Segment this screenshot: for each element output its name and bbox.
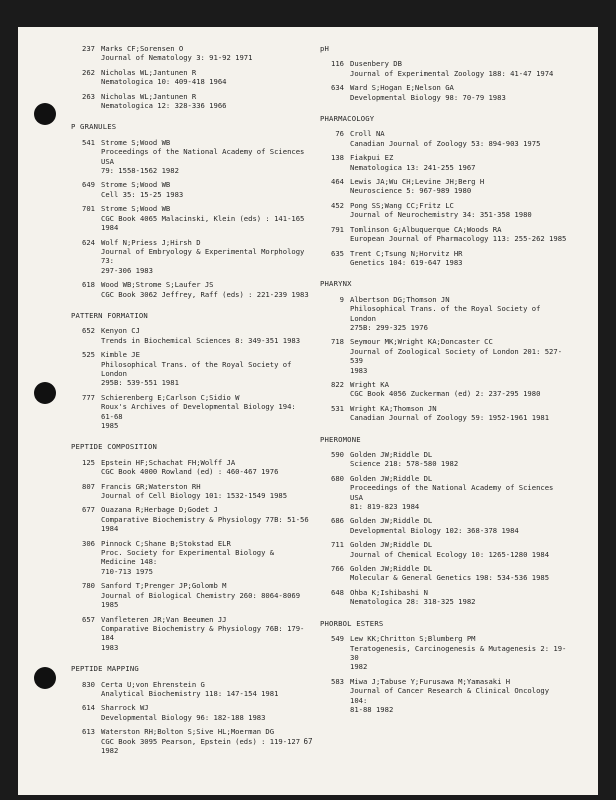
citation-authors: Waterston RH;Bolton S;Sive HL;Moerman DG [101,727,275,737]
citation-text [101,138,311,176]
citation-number: 777 [82,392,95,402]
citation-source: Canadian Journal of Zoology 59: 1952-1961 1981 [350,413,550,423]
citation-text [350,201,570,220]
citation-entry [320,588,570,607]
citation-text [101,680,311,699]
citation-text [350,564,570,583]
citation-entry [71,680,311,699]
citation-source: 295B: 539-551 1981 [101,378,179,388]
citation-text [350,677,570,715]
citation-entry [320,677,570,715]
citation-source: Cell 35: 15-25 1983 [101,189,184,199]
citation-source: 1983 [350,365,368,375]
citation-entry [320,634,570,672]
citation-authors: Pinnock C;Shane B;Stokstad ELR [101,538,231,548]
citation-source: 1983 [101,642,119,652]
citation-entry [71,581,311,609]
citation-authors: Tomlinson G;Albuquerque CA;Woods RA [350,224,502,234]
citation-source: Proceedings of the National Academy of Sciences USA [101,147,305,166]
right-column [320,44,570,719]
citation-source: Proc. Society for Experimental Biology & Medicine 148: [101,548,275,567]
citation-entry [71,615,311,653]
citation-authors: Kimble JE [101,350,140,360]
citation-entry [71,280,311,299]
citation-text [101,458,311,477]
citation-source: 275B: 299-325 1976 [350,322,428,332]
citation-authors: Trent C;Tsung N;Horvitz HR [350,248,463,258]
citation-entry [320,129,570,148]
citation-source: Science 218: 578-580 1982 [350,459,459,469]
citation-text [350,337,570,375]
citation-source: Comparative Biochemistry & Physiology 77B: 51-56 1984 [101,514,309,534]
citation-entry [71,458,311,477]
citation-authors: Wood WB;Strome S;Laufer JS [101,280,214,290]
citation-number: 657 [82,614,95,624]
binder-hole [34,103,56,125]
citation-text [350,516,570,535]
citation-text [101,326,311,345]
citation-source: Analytical Biochemistry 118: 147-154 1981 [101,688,279,698]
citation-number: 701 [82,204,95,214]
citation-number: 830 [82,679,95,689]
citation-number: 649 [82,180,95,190]
citation-text [350,153,570,172]
citation-entry [71,204,311,232]
section-heading: PATTERN FORMATION [71,310,148,320]
citation-authors: Golden JW;Riddle DL [350,473,433,483]
citation-authors: Albertson DG;Thomson JN [350,294,450,304]
citation-text [350,295,570,333]
citation-text [350,129,570,148]
citation-source: 79: 1558-1562 1982 [101,166,179,176]
citation-authors: Marks CF;Sorensen O [101,44,184,53]
citation-text [101,280,311,299]
left-column [71,44,311,760]
citation-source: Journal of Nematology 3: 91-92 1971 [101,53,253,63]
citation-number: 76 [335,129,344,139]
citation-source: Proceedings of the National Academy of Sciences USA [350,483,554,502]
citation-entry [320,404,570,423]
citation-number: 686 [331,516,344,526]
citation-source: Nematologica 12: 328-336 1966 [101,101,227,111]
citation-text [350,380,570,399]
citation-text [350,404,570,423]
citation-source: Journal of Cell Biology 101: 1532-1549 1985 [101,491,288,501]
citation-source: Developmental Biology 98: 70-79 1983 [350,92,506,102]
citation-number: 138 [331,153,344,163]
citation-source: 710-713 1975 [101,566,153,576]
citation-number: 624 [82,237,95,247]
citation-entry [320,201,570,220]
citation-source: Roux's Archives of Developmental Biology 194: 61-68 [101,402,296,421]
citation-number: 590 [331,450,344,459]
citation-text [101,180,311,199]
citation-source: 1985 [101,421,119,430]
citation-source: Developmental Biology 102: 368-378 1984 [350,525,519,535]
citation-authors: Seymour MK;Wright KA;Doncaster CC [350,337,493,347]
citation-authors: Sanford T;Prenger JP;Golomb M [101,581,227,591]
citation-entry [71,505,311,533]
citation-entry [320,225,570,244]
citation-source: CGC Book 3095 Pearson, Epstein (eds) : 119-127 1982 [101,736,301,755]
citation-number: 822 [331,379,344,389]
citation-source: Neuroscience 5: 967-989 1980 [350,186,472,196]
citation-source: European Journal of Pharmacology 113: 255-262 1985 [350,234,567,244]
citation-source: 81-88 1982 [350,704,394,714]
citation-authors: Nicholas WL;Jantunen R [101,67,197,77]
citation-number: 780 [82,581,95,591]
citation-number: 613 [82,727,95,737]
citation-entry [71,92,311,111]
citation-source: Journal of Neurochemistry 34: 351-358 1980 [350,210,532,220]
citation-source: Molecular & General Genetics 198: 534-536 1985 [350,573,550,583]
section-heading: PEPTIDE COMPOSITION [71,442,158,452]
page-number: 67 [303,737,313,746]
citation-text [350,83,570,102]
citation-text [350,249,570,268]
citation-entry [71,350,311,388]
citation-authors: Fiakpui EZ [350,153,394,163]
citation-text [350,177,570,196]
section-heading: PHARYNX [320,279,352,289]
citation-number: 766 [331,564,344,574]
citation-number: 652 [82,326,95,336]
citation-number: 116 [331,59,344,69]
citation-number: 531 [331,403,344,413]
citation-authors: Pong SS;Wang CC;Fritz LC [350,200,454,210]
citation-text [101,238,311,276]
citation-number: 262 [82,67,95,77]
section-heading: PHARMACOLOGY [320,114,375,124]
citation-authors: Golden JW;Riddle DL [350,540,433,550]
citation-source: Trends in Biochemical Sciences 8: 349-351 1983 [101,335,301,345]
citation-number: 634 [331,83,344,93]
citation-authors: Wolf N;Priess J;Hirsh D [101,237,201,247]
citation-number: 648 [331,587,344,597]
citation-entry [320,177,570,196]
citation-authors: Ouazana R;Herbage D;Godet J [101,505,218,515]
citation-entry [320,59,570,78]
citation-authors: Ohba K;Ishibashi N [350,587,428,597]
citation-source: Journal of Experimental Zoology 188: 41-47 1974 [350,68,554,78]
binder-hole [34,667,56,689]
citation-entry [320,83,570,102]
citation-entry [71,482,311,501]
citation-authors: Golden JW;Riddle DL [350,564,433,574]
citation-authors: Vanfleteren JR;Van Beeumen JJ [101,614,227,624]
citation-text [101,393,311,431]
citation-entry [71,703,311,722]
citation-number: 9 [339,294,344,304]
citation-entry [320,474,570,512]
citation-source: Journal of Cancer Research & Clinical Oncology 104: [350,686,550,705]
citation-entry [71,44,311,63]
citation-number: 237 [82,44,95,53]
citation-authors: Dusenbery DB [350,59,402,69]
citation-authors: Wright KA;Thomson JN [350,403,437,413]
citation-source: CGC Book 4056 Zuckerman (ed) 2: 237-295 1980 [350,389,541,399]
citation-text [350,450,570,469]
citation-number: 306 [82,538,95,548]
citation-entry [71,326,311,345]
citation-source: CGC Book 3062 Jeffrey, Raff (eds) : 221-239 1983 [101,289,309,299]
citation-authors: Lewis JA;Wu CH;Levine JH;Berg H [350,177,485,187]
citation-authors: Golden JW;Riddle DL [350,450,433,459]
citation-source: Journal of Zoological Society of London 201: 527-539 [350,346,563,366]
citation-number: 807 [82,481,95,491]
section-heading: P GRANULES [71,122,117,132]
citation-entry [320,337,570,375]
citation-authors: Ward S;Hogan E;Nelson GA [350,83,454,93]
citation-text [101,44,311,63]
citation-source: Nematologica 10: 409-418 1964 [101,77,227,87]
citation-entry [320,540,570,559]
citation-entry [320,450,570,469]
citation-text [101,703,311,722]
citation-source: Teratogenesis, Carcinogenesis & Mutagenesis 2: 19-30 [350,643,567,662]
citation-source: 1982 [350,662,368,672]
citation-entry [320,516,570,535]
citation-text [350,474,570,512]
citation-authors: Miwa J;Tabuse Y;Furusawa M;Yamasaki H [350,676,511,686]
citation-number: 614 [82,703,95,713]
citation-source: 81: 819-823 1984 [350,502,420,512]
citation-authors: Francis GR;Waterston RH [101,481,201,491]
citation-text [101,482,311,501]
citation-text [101,505,311,533]
citation-source: CGC Book 4065 Malacinski, Klein (eds) : 141-165 1984 [101,213,305,233]
citation-source: Nematologica 13: 241-255 1967 [350,162,476,172]
citation-text [350,225,570,244]
citation-authors: Certa U;von Ehrenstein G [101,679,205,689]
citation-authors: Epstein HF;Schachat FH;Wolff JA [101,457,236,467]
citation-number: 618 [82,280,95,290]
citation-authors: Golden JW;Riddle DL [350,516,433,526]
citation-entry [71,68,311,87]
citation-number: 718 [331,337,344,347]
citation-entry [71,238,311,276]
citation-text [101,539,311,577]
section-heading: pH [320,44,330,53]
citation-entry [320,153,570,172]
citation-text [101,92,311,111]
citation-text [350,588,570,607]
citation-text [350,59,570,78]
citation-authors: Wright KA [350,379,389,389]
citation-source: Philosophical Trans. of the Royal Society of London [101,359,292,378]
section-heading: PHORBOL ESTERS [320,618,384,628]
citation-source: Canadian Journal of Zoology 53: 894-903 1975 [350,138,541,148]
citation-text [101,204,311,232]
citation-number: 791 [331,224,344,234]
citation-authors: Kenyon CJ [101,326,140,336]
citation-source: Nematologica 28: 318-325 1982 [350,597,476,607]
citation-entry [71,393,311,431]
citation-text [350,540,570,559]
citation-source: Genetics 104: 619-647 1983 [350,257,463,267]
citation-number: 583 [331,676,344,686]
citation-source: Philosophical Trans. of the Royal Society of London [350,304,541,323]
section-heading: PHEROMONE [320,434,361,444]
citation-source: Journal of Chemical Ecology 10: 1265-1280 1984 [350,549,550,559]
citation-number: 711 [331,540,344,550]
citation-authors: Strome S;Wood WB [101,137,171,147]
citation-entry [71,539,311,577]
citation-number: 635 [331,248,344,258]
citation-authors: Lew KK;Chritton S;Blumberg PM [350,634,476,644]
citation-entry [320,564,570,583]
citation-text [101,350,311,388]
citation-entry [320,295,570,333]
citation-source: CGC Book 4000 Rowland (ed) : 460-467 1976 [101,467,279,477]
citation-entry [71,138,311,176]
citation-authors: Schierenberg E;Carlson C;Sidio W [101,392,240,402]
citation-entry [320,249,570,268]
citation-authors: Sharrock WJ [101,703,149,713]
citation-number: 549 [331,634,344,644]
citation-authors: Strome S;Wood WB [101,204,171,214]
citation-source: Comparative Biochemistry & Physiology 76B: 179-184 [101,623,305,643]
citation-text [101,68,311,87]
citation-number: 541 [82,137,95,147]
citation-authors: Croll NA [350,129,385,139]
citation-number: 263 [82,91,95,101]
citation-number: 452 [331,200,344,210]
citation-source: 297-306 1983 [101,265,153,275]
citation-source: Journal of Biological Chemistry 260: 8064-8069 1985 [101,590,301,610]
citation-number: 680 [331,473,344,483]
citation-authors: Strome S;Wood WB [101,180,171,190]
citation-number: 525 [82,350,95,360]
citation-entry [320,380,570,399]
citation-source: Developmental Biology 96: 182-188 1983 [101,712,266,722]
section-heading: PEPTIDE MAPPING [71,664,139,674]
citation-authors: Nicholas WL;Jantunen R [101,91,197,101]
citation-text [350,634,570,672]
citation-text [101,615,311,653]
citation-number: 464 [331,177,344,187]
citation-number: 125 [82,457,95,467]
citation-source: Journal of Embryology & Experimental Morphology 73: [101,246,305,266]
citation-entry [71,180,311,199]
binder-hole [34,382,56,404]
citation-number: 677 [82,505,95,515]
citation-text [101,581,311,609]
